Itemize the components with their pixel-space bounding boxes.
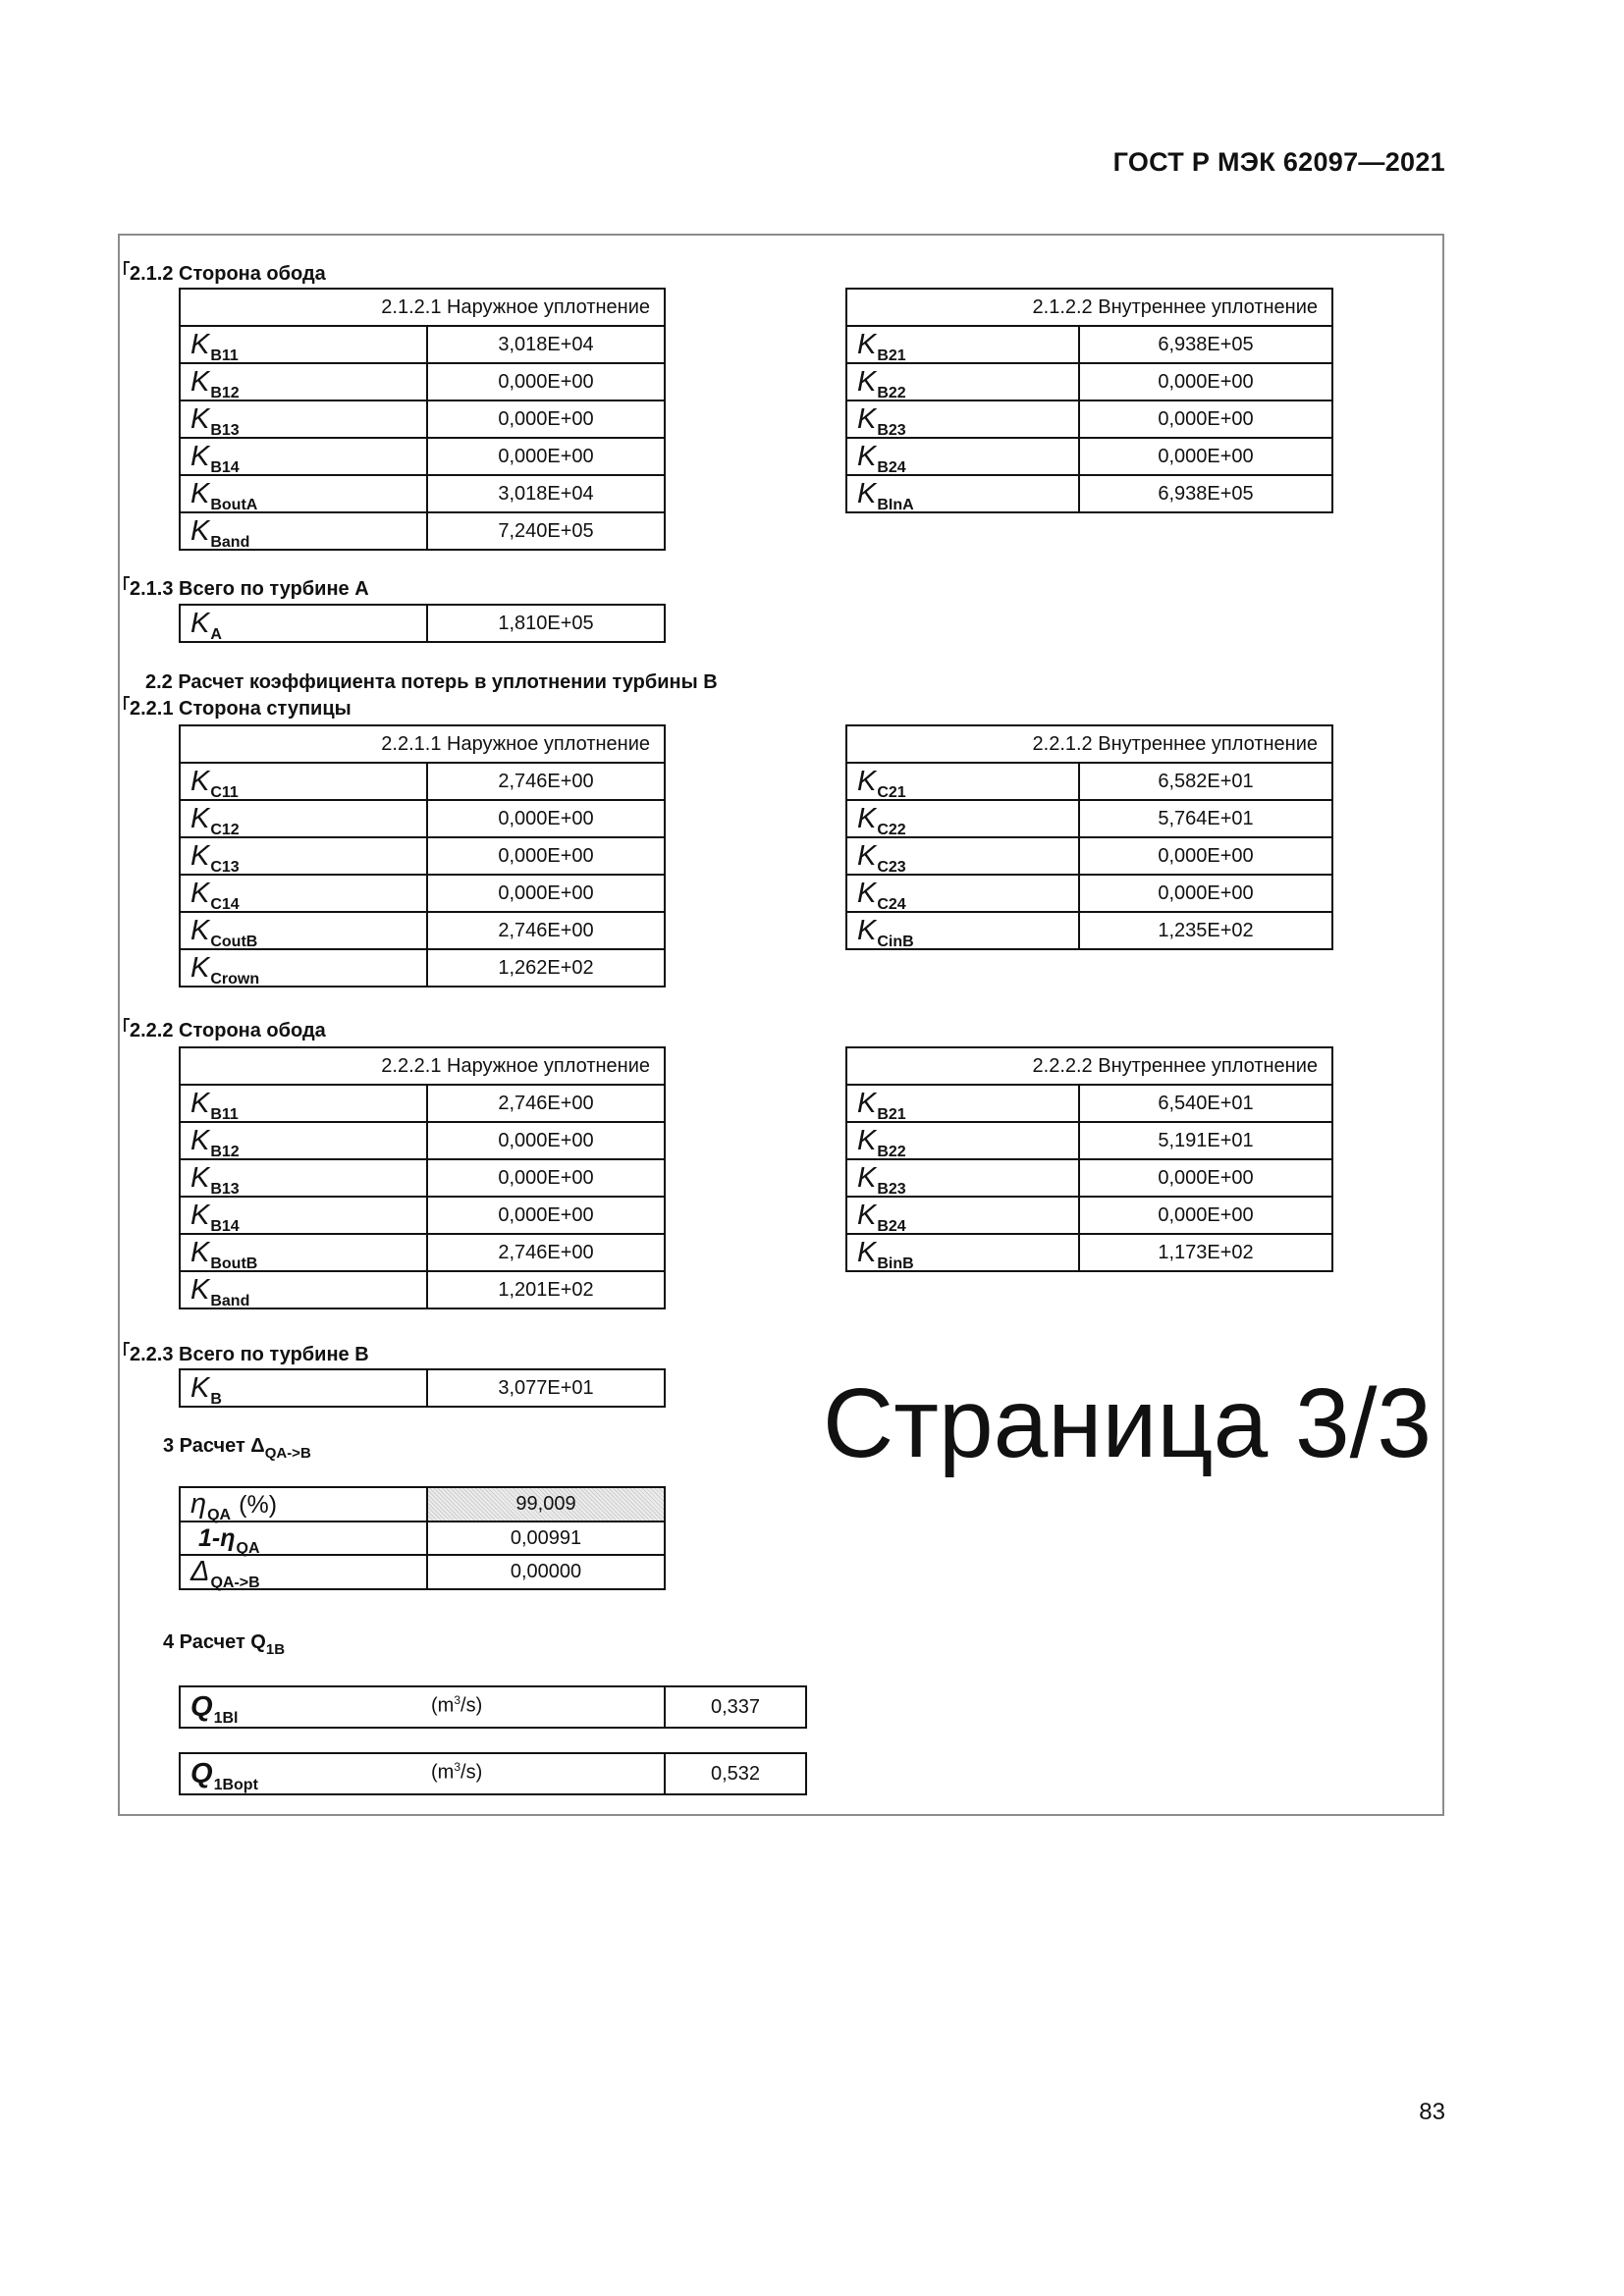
section-title-2-2-2: 2.2.2 Сторона обода bbox=[130, 1020, 326, 1041]
section-title-3-sub: QA->B bbox=[264, 1445, 311, 1462]
coefficient-value: 0,000E+00 bbox=[427, 400, 665, 438]
q1bopt-value: 0,532 bbox=[665, 1753, 806, 1794]
coefficient-symbol: $K_{CinB}$ bbox=[846, 912, 1079, 949]
page-number: 83 bbox=[1419, 2099, 1445, 2125]
coefficient-symbol: $K_{B21}$ bbox=[846, 1085, 1079, 1122]
table-row bbox=[180, 1122, 665, 1159]
table-row bbox=[846, 763, 1332, 800]
table-4-q1bl bbox=[179, 1685, 807, 1729]
table-header: 2.1.2.1 Наружное уплотнение bbox=[180, 289, 665, 326]
coefficient-symbol: $K_{C24}$ bbox=[846, 875, 1079, 912]
table-row bbox=[846, 1197, 1332, 1234]
section-title-3 bbox=[163, 1435, 311, 1462]
table-header: 2.2.2.1 Наружное уплотнение bbox=[180, 1047, 665, 1085]
coefficient-symbol: $K_{BInA}$ bbox=[846, 475, 1079, 512]
delta-qa-b-value: 0,00000 bbox=[427, 1555, 665, 1589]
table-row bbox=[846, 1085, 1332, 1122]
coefficient-value: 0,000E+00 bbox=[427, 1197, 665, 1234]
coefficient-value: 6,938E+05 bbox=[1079, 326, 1332, 363]
table-3 bbox=[179, 1486, 666, 1590]
table-header-row bbox=[180, 725, 665, 763]
table-row bbox=[846, 400, 1332, 438]
table-row bbox=[180, 837, 665, 875]
coefficient-symbol: $K_{C11}$ bbox=[180, 763, 427, 800]
coefficient-symbol: $K_{B21}$ bbox=[846, 326, 1079, 363]
table-row bbox=[846, 1234, 1332, 1271]
coefficient-value: 0,000E+00 bbox=[427, 800, 665, 837]
table-row bbox=[846, 438, 1332, 475]
table-2-2-1-1 bbox=[179, 724, 666, 988]
table-row bbox=[180, 1271, 665, 1308]
coefficient-value: 1,173E+02 bbox=[1079, 1234, 1332, 1271]
coefficient-symbol: $K_{C22}$ bbox=[846, 800, 1079, 837]
table-row bbox=[180, 1085, 665, 1122]
coefficient-symbol: $K_{B23}$ bbox=[846, 1159, 1079, 1197]
table-row bbox=[180, 1753, 806, 1794]
table-4-q1bopt bbox=[179, 1752, 807, 1795]
q1bopt-label: $Q_{1Bopt}$ $(m^3/s)$ bbox=[180, 1753, 665, 1794]
total-value: 3,077E+01 bbox=[427, 1369, 665, 1407]
coefficient-symbol: $K_{B13}$ bbox=[180, 1159, 427, 1197]
coefficient-symbol: $K_{B12}$ bbox=[180, 1122, 427, 1159]
table-row bbox=[180, 800, 665, 837]
coefficient-value: 6,582E+01 bbox=[1079, 763, 1332, 800]
section-title-4 bbox=[163, 1631, 286, 1658]
table-row bbox=[180, 1555, 665, 1589]
coefficient-symbol: $K_{B14}$ bbox=[180, 438, 427, 475]
coefficient-value: 1,235E+02 bbox=[1079, 912, 1332, 949]
coefficient-symbol: $K_{C21}$ bbox=[846, 763, 1079, 800]
one-minus-eta-value: 0,00991 bbox=[427, 1522, 665, 1555]
coefficient-value: 0,000E+00 bbox=[1079, 363, 1332, 400]
table-row bbox=[180, 1159, 665, 1197]
delta-qa-b-symbol: $\Delta_{QA->B}$ bbox=[180, 1555, 427, 1589]
table-row bbox=[846, 837, 1332, 875]
table-row bbox=[846, 912, 1332, 949]
table-header-row bbox=[846, 289, 1332, 326]
coefficient-value: 5,191E+01 bbox=[1079, 1122, 1332, 1159]
q1bl-value: 0,337 bbox=[665, 1686, 806, 1728]
table-row bbox=[180, 326, 665, 363]
coefficient-symbol: $K_{B23}$ bbox=[846, 400, 1079, 438]
table-row bbox=[180, 949, 665, 987]
table-row bbox=[180, 912, 665, 949]
table-row bbox=[846, 1122, 1332, 1159]
coefficient-value: 6,540E+01 bbox=[1079, 1085, 1332, 1122]
table-header: 2.1.2.2 Внутреннее уплотнение bbox=[846, 289, 1332, 326]
table-header-row bbox=[846, 1047, 1332, 1085]
coefficient-value: 0,000E+00 bbox=[427, 875, 665, 912]
coefficient-value: 0,000E+00 bbox=[1079, 875, 1332, 912]
table-2-2-2-2 bbox=[845, 1046, 1333, 1272]
coefficient-symbol: $K_{BoutB}$ bbox=[180, 1234, 427, 1271]
coefficient-value: 2,746E+00 bbox=[427, 1234, 665, 1271]
coefficient-symbol: $K_{B22}$ bbox=[846, 363, 1079, 400]
table-2-1-3 bbox=[179, 604, 666, 643]
table-row bbox=[180, 875, 665, 912]
coefficient-value: 3,018E+04 bbox=[427, 326, 665, 363]
coefficient-value: 0,000E+00 bbox=[427, 837, 665, 875]
coefficient-symbol: $K_{B13}$ bbox=[180, 400, 427, 438]
coefficient-value: 0,000E+00 bbox=[1079, 837, 1332, 875]
table-2-2-2-1 bbox=[179, 1046, 666, 1309]
coefficient-value: 0,000E+00 bbox=[1079, 400, 1332, 438]
coefficient-symbol: $K_{CoutB}$ bbox=[180, 912, 427, 949]
q1bl-unit: $(m^3/s)$ bbox=[431, 1693, 483, 1717]
coefficient-value: 7,240E+05 bbox=[427, 512, 665, 550]
coefficient-symbol: $K_{B22}$ bbox=[846, 1122, 1079, 1159]
table-2-2-1-2 bbox=[845, 724, 1333, 950]
table-2-2-3 bbox=[179, 1368, 666, 1408]
total-symbol: $K_A$ bbox=[180, 605, 427, 642]
coefficient-value: 2,746E+00 bbox=[427, 1085, 665, 1122]
table-row bbox=[180, 363, 665, 400]
section-title-4-sub: 1B bbox=[265, 1641, 286, 1658]
section-title-2-1-3: 2.1.3 Всего по турбине A bbox=[130, 578, 369, 600]
coefficient-symbol: $K_{B24}$ bbox=[846, 438, 1079, 475]
table-header: 2.2.1.2 Внутреннее уплотнение bbox=[846, 725, 1332, 763]
table-row bbox=[846, 1159, 1332, 1197]
table-header-row bbox=[846, 725, 1332, 763]
coefficient-symbol: $K_{Band}$ bbox=[180, 1271, 427, 1308]
coefficient-value: 5,764E+01 bbox=[1079, 800, 1332, 837]
eta-qa-symbol: $\eta_{QA}$ (%) bbox=[180, 1487, 427, 1522]
one-minus-eta-symbol: $1-\eta_{QA}$ bbox=[180, 1522, 427, 1555]
section-title-2-2: 2.2 Расчет коэффициента потерь в уплотнении турбины B bbox=[145, 671, 718, 693]
coefficient-value: 0,000E+00 bbox=[1079, 438, 1332, 475]
section-title-4-prefix: 4 Расчет Q bbox=[163, 1631, 266, 1653]
coefficient-symbol: $K_{BinB}$ bbox=[846, 1234, 1079, 1271]
table-row bbox=[180, 1522, 665, 1555]
table-row bbox=[180, 1369, 665, 1407]
coefficient-symbol: $K_{B12}$ bbox=[180, 363, 427, 400]
coefficient-symbol: $K_{C13}$ bbox=[180, 837, 427, 875]
eta-qa-value: 99,009 bbox=[427, 1487, 665, 1522]
table-row bbox=[180, 400, 665, 438]
q1bopt-unit: $(m^3/s)$ bbox=[431, 1760, 483, 1784]
table-header: 2.2.2.2 Внутреннее уплотнение bbox=[846, 1047, 1332, 1085]
table-row bbox=[180, 1487, 665, 1522]
q1bl-label: $Q_{1Bl}$ $(m^3/s)$ bbox=[180, 1686, 665, 1728]
section-title-3-prefix: 3 Расчет Δ bbox=[163, 1435, 265, 1457]
table-row bbox=[180, 605, 665, 642]
total-symbol: $K_B$ bbox=[180, 1369, 427, 1407]
coefficient-symbol: $K_{B24}$ bbox=[846, 1197, 1079, 1234]
coefficient-value: 3,018E+04 bbox=[427, 475, 665, 512]
coefficient-symbol: $K_{C12}$ bbox=[180, 800, 427, 837]
coefficient-value: 0,000E+00 bbox=[1079, 1159, 1332, 1197]
coefficient-symbol: $K_{C14}$ bbox=[180, 875, 427, 912]
table-header-row bbox=[180, 289, 665, 326]
section-title-2-2-1: 2.2.1 Сторона ступицы bbox=[130, 698, 352, 720]
coefficient-value: 0,000E+00 bbox=[427, 1122, 665, 1159]
coefficient-symbol: $K_{B11}$ bbox=[180, 1085, 427, 1122]
total-value: 1,810E+05 bbox=[427, 605, 665, 642]
table-row bbox=[180, 1234, 665, 1271]
table-row bbox=[846, 363, 1332, 400]
table-row bbox=[180, 475, 665, 512]
table-header: 2.2.1.1 Наружное уплотнение bbox=[180, 725, 665, 763]
coefficient-value: 6,938E+05 bbox=[1079, 475, 1332, 512]
coefficient-symbol: $K_{C23}$ bbox=[846, 837, 1079, 875]
page-watermark: Страница 3/3 bbox=[823, 1368, 1433, 1478]
coefficient-symbol: $K_{Crown}$ bbox=[180, 949, 427, 987]
section-title-2-1-2: 2.1.2 Сторона обода bbox=[130, 263, 326, 285]
table-row bbox=[180, 512, 665, 550]
coefficient-symbol: $K_{B11}$ bbox=[180, 326, 427, 363]
table-row bbox=[846, 800, 1332, 837]
coefficient-symbol: $K_{BoutA}$ bbox=[180, 475, 427, 512]
table-row bbox=[846, 875, 1332, 912]
coefficient-symbol: $K_{B14}$ bbox=[180, 1197, 427, 1234]
coefficient-value: 0,000E+00 bbox=[427, 363, 665, 400]
table-header-row bbox=[180, 1047, 665, 1085]
table-row bbox=[180, 438, 665, 475]
table-row bbox=[180, 1686, 806, 1728]
coefficient-value: 0,000E+00 bbox=[427, 438, 665, 475]
section-title-2-2-3: 2.2.3 Всего по турбине B bbox=[130, 1344, 369, 1365]
table-row bbox=[180, 1197, 665, 1234]
coefficient-value: 1,201E+02 bbox=[427, 1271, 665, 1308]
coefficient-value: 0,000E+00 bbox=[1079, 1197, 1332, 1234]
table-row bbox=[180, 763, 665, 800]
coefficient-value: 0,000E+00 bbox=[427, 1159, 665, 1197]
coefficient-value: 1,262E+02 bbox=[427, 949, 665, 987]
table-row bbox=[846, 475, 1332, 512]
coefficient-value: 2,746E+00 bbox=[427, 912, 665, 949]
table-2-1-2-1 bbox=[179, 288, 666, 551]
coefficient-value: 2,746E+00 bbox=[427, 763, 665, 800]
table-2-1-2-2 bbox=[845, 288, 1333, 513]
document-code: ГОСТ Р МЭК 62097—2021 bbox=[1112, 147, 1445, 177]
table-row bbox=[846, 326, 1332, 363]
coefficient-symbol: $K_{Band}$ bbox=[180, 512, 427, 550]
